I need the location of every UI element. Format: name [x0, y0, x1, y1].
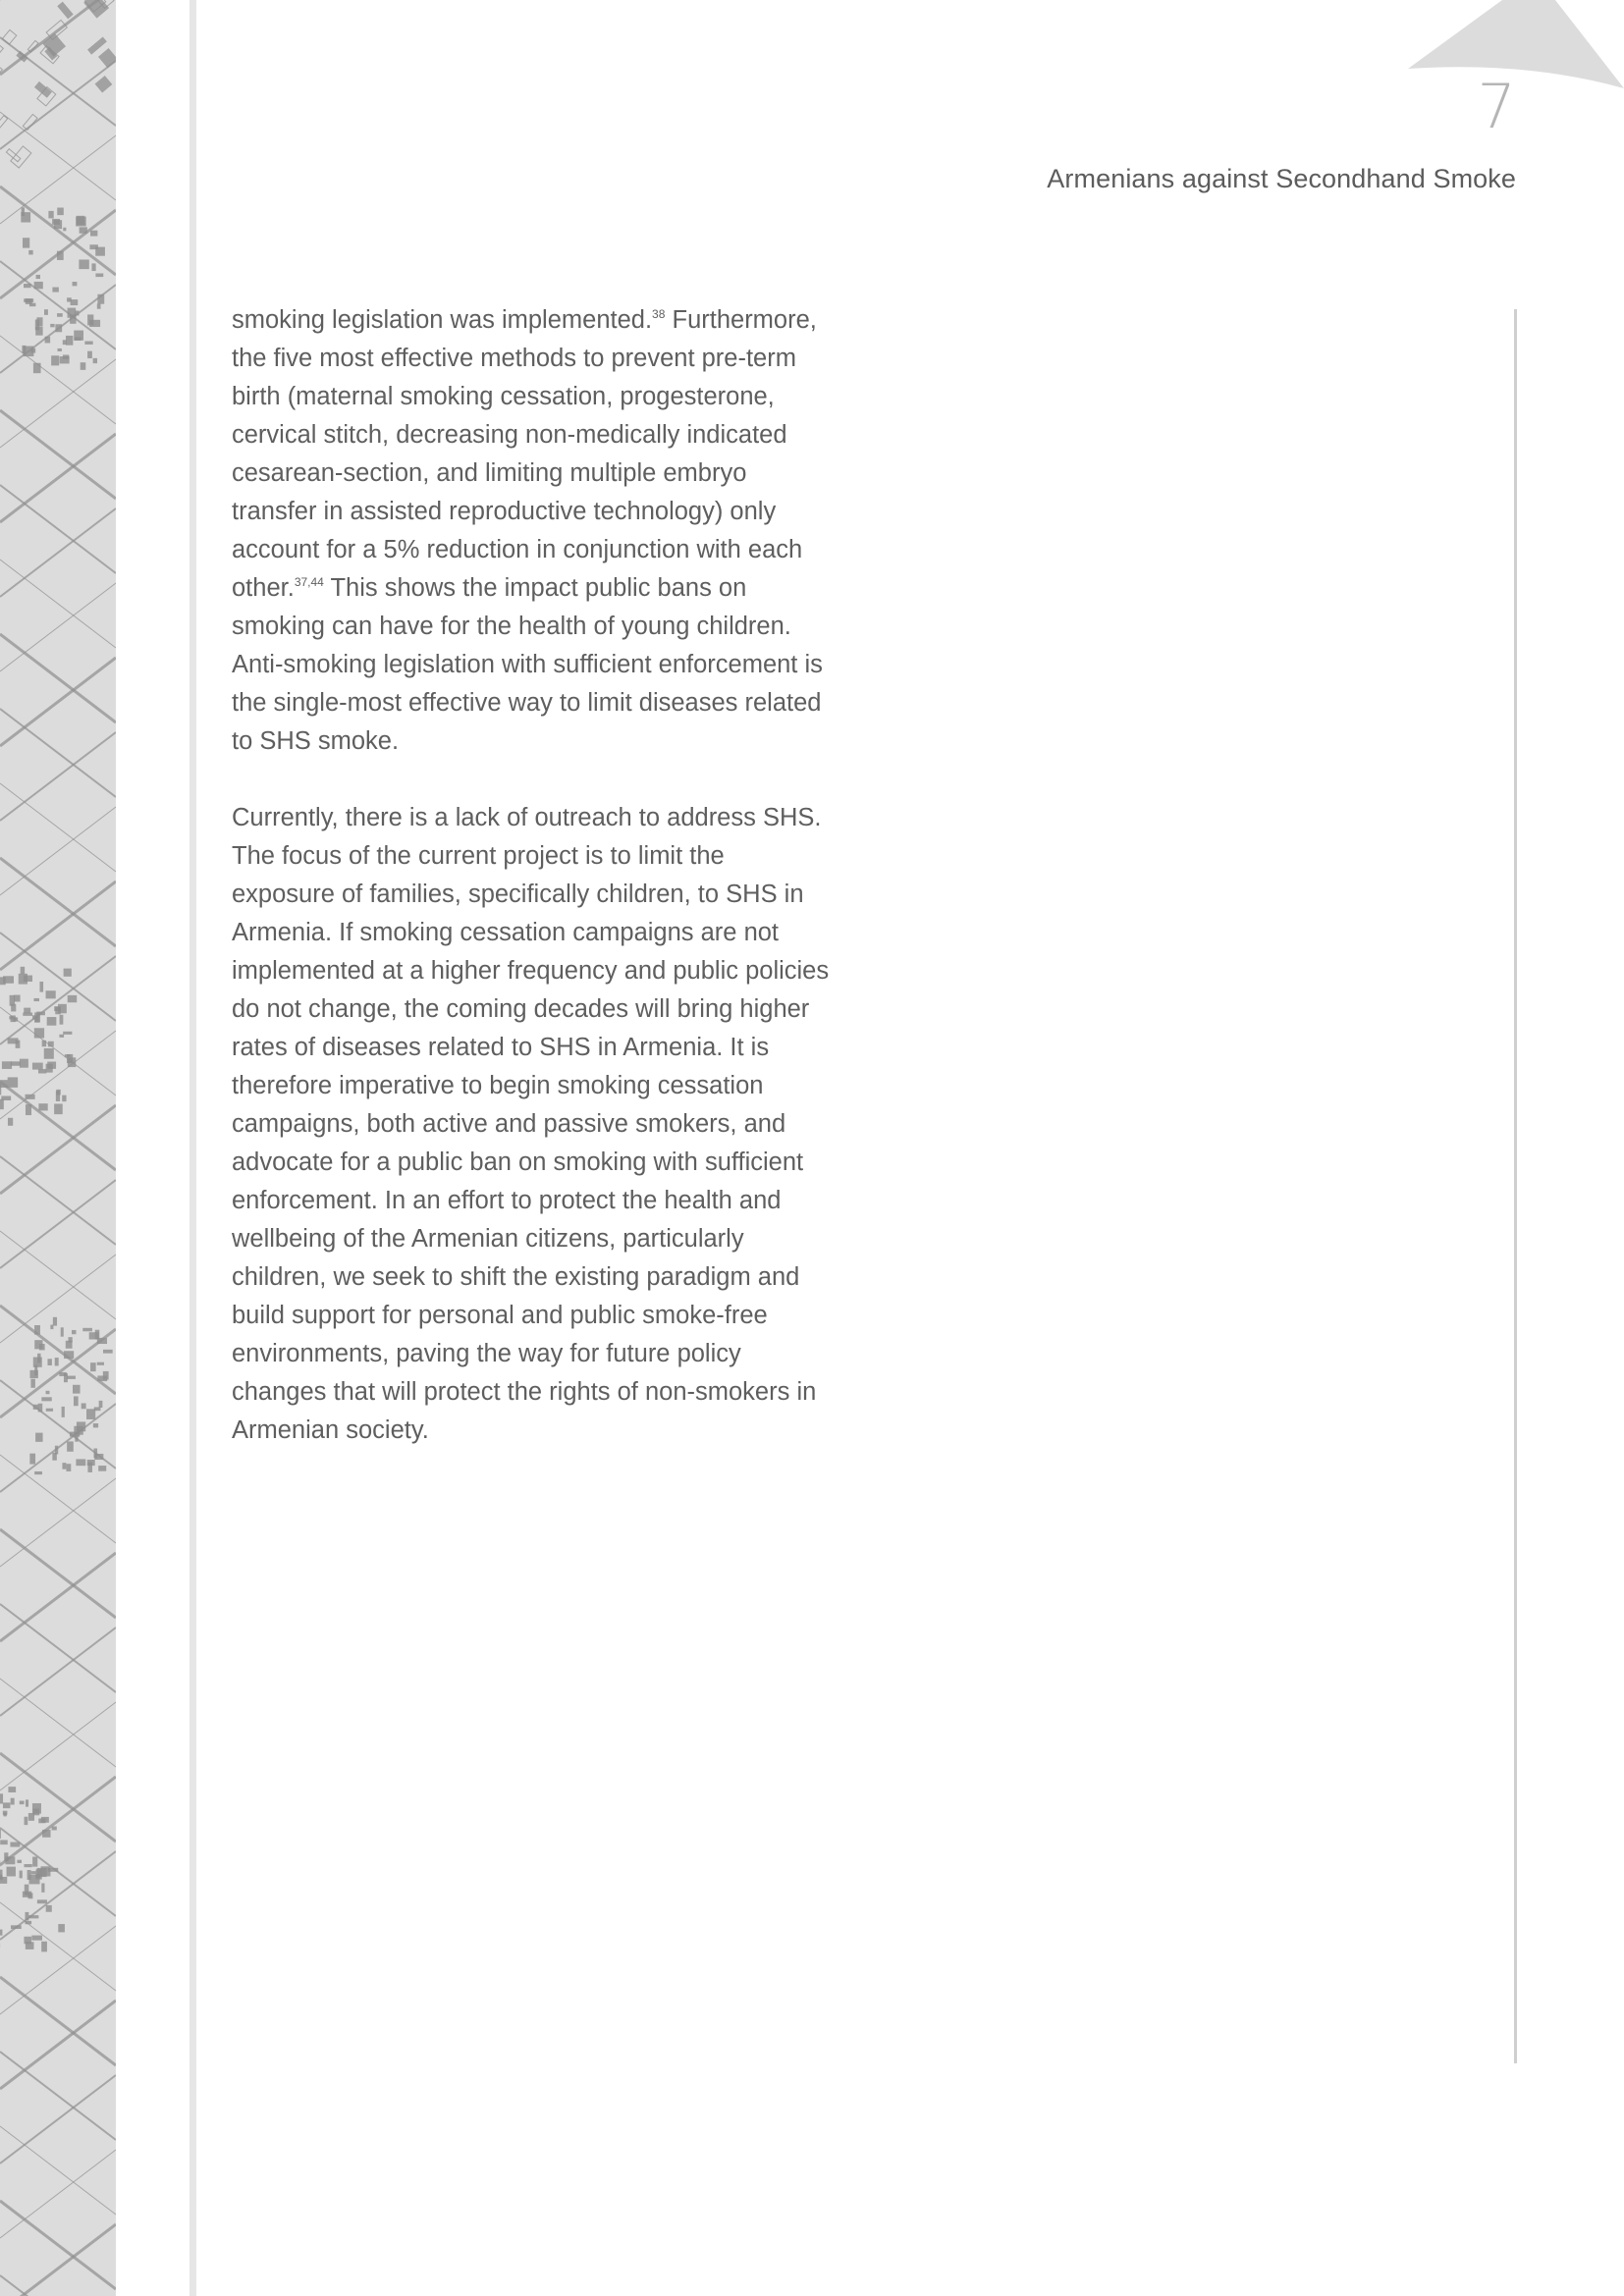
page-number: 7	[1477, 71, 1516, 142]
paragraph-1	[232, 301, 831, 761]
citation-superscript: 37,44	[294, 575, 324, 589]
paragraph-1-text-a: smoking legislation was implemented.	[232, 306, 653, 334]
body-text	[232, 301, 831, 1450]
right-column-rule	[1514, 309, 1517, 2063]
paragraph-1-text-c: This shows the impact public bans on smoking can have for the health of young children. Anti-smoking legislation with sufficient enforcement is the single-most effective way to limit diseases related to SHS smoke.	[232, 574, 823, 755]
paragraph-1-text-b: Furthermore, the five most effective methods to prevent pre-term birth (maternal smoking cessation, progesterone, cervical stitch, decreasing non-medically indicated cesarean-section, and limiting multiple embryo transfer in assisted reproductive technology) only account for a 5% reduction in conjunction with each other.	[232, 306, 817, 602]
running-header: Armenians against Secondhand Smoke	[1047, 164, 1516, 193]
city-map-graphic	[0, 0, 116, 2296]
paragraph-2: Currently, there is a lack of outreach to address SHS. The focus of the current project is to limit the exposure of families, specifically children, to SHS in Armenia. If smoking cessation campaigns are not implemented at a higher frequency and public policies do not change, the coming decades will bring higher rates of diseases related to SHS in Armenia. It is therefore imperative to begin smoking cessation campaigns, both active and passive smokers, and advocate for a public ban on smoking with sufficient enforcement. In an effort to protect the health and wellbeing of the Armenian citizens, particularly children, we seek to shift the existing paradigm and build support for personal and public smoke-free environments, paving the way for future policy changes that will protect the rights of non-smokers in Armenian society.	[232, 804, 830, 1444]
corner-tab-graphic	[1408, 0, 1624, 88]
citation-superscript: 38	[652, 307, 666, 321]
margin-rule	[189, 0, 196, 2296]
city-map-strip	[0, 0, 116, 2296]
